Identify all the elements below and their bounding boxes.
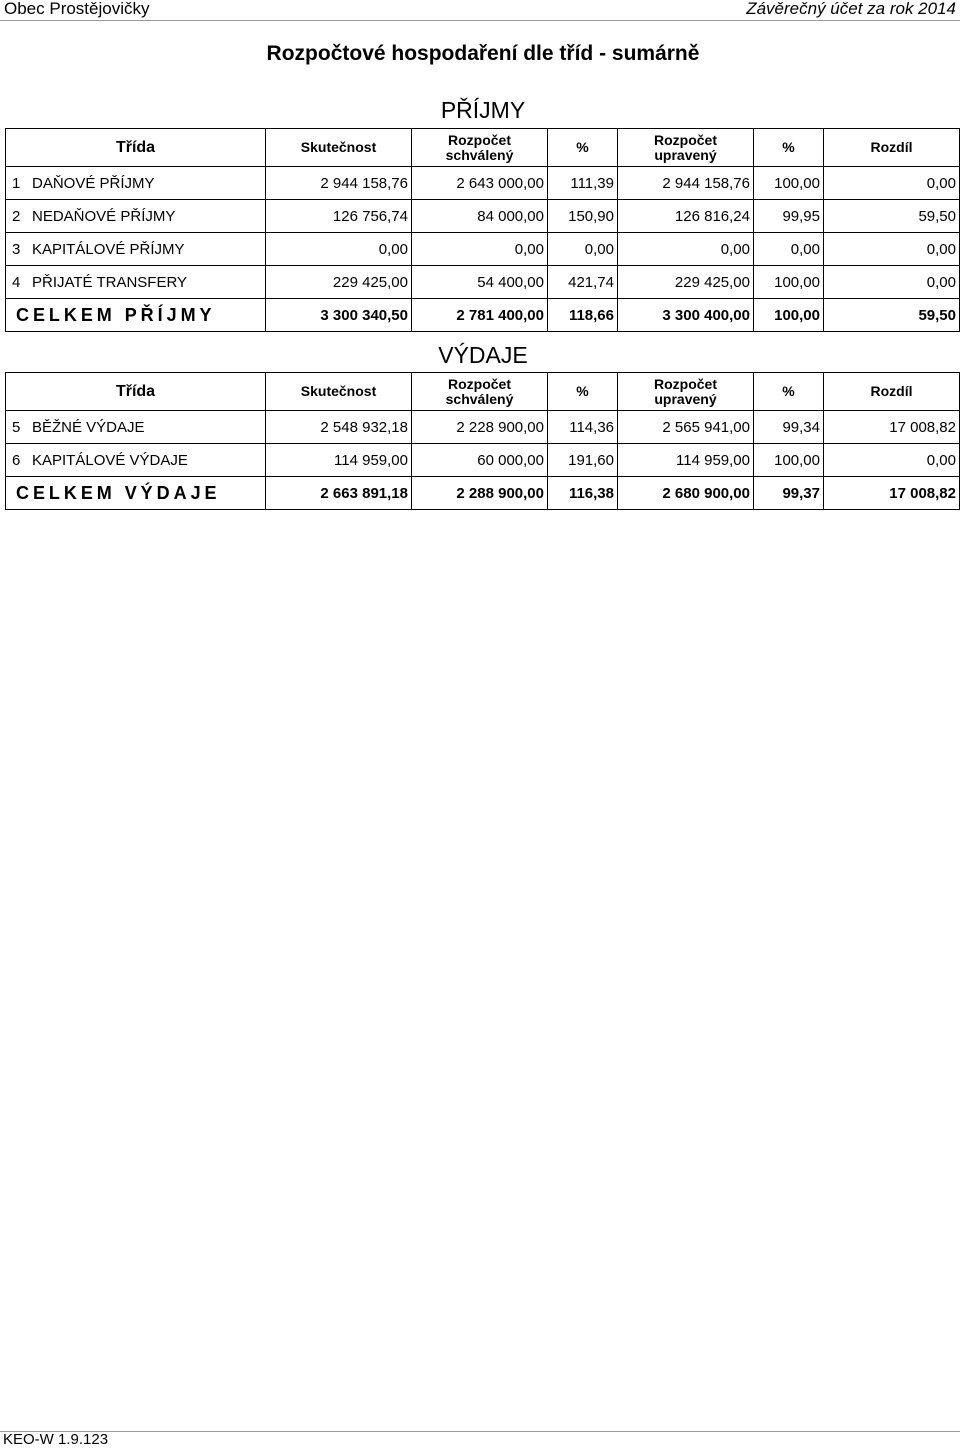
row-index: 6 (12, 451, 21, 469)
row-rozdil: 59,50 (824, 200, 960, 233)
prijmy-section-title: PŘÍJMY (440, 97, 526, 123)
column-header-upraveny-line2: upravený (654, 390, 717, 407)
total-pct1: 116,38 (548, 477, 618, 510)
row-schvaleny: 54 400,00 (412, 266, 548, 299)
column-header-skutecnost: Skutečnost (266, 129, 412, 167)
column-header-schvaleny (412, 373, 548, 411)
row-skutecnost: 2 548 932,18 (266, 411, 412, 444)
column-header-rozdil: Rozdíl (824, 373, 960, 411)
row-pct2: 100,00 (754, 167, 824, 200)
row-name: NEDAŇOVÉ PŘÍJMY (32, 207, 176, 225)
row-upraveny: 0,00 (618, 233, 754, 266)
row-schvaleny: 84 000,00 (412, 200, 548, 233)
row-pct1: 150,90 (548, 200, 618, 233)
row-pct2: 99,34 (754, 411, 824, 444)
row-upraveny: 126 816,24 (618, 200, 754, 233)
column-header-schvaleny-line2: schválený (445, 390, 514, 407)
vydaje-table (5, 372, 960, 510)
column-header-upraveny (618, 373, 754, 411)
total-rozdil: 59,50 (824, 299, 960, 332)
row-index: 1 (12, 174, 21, 192)
column-header-schvaleny-line1: Rozpočet (448, 131, 511, 148)
total-label: CELKEM VÝDAJE (6, 477, 266, 510)
column-header-trida: Třída (6, 129, 266, 167)
table-header-row (6, 129, 960, 167)
column-header-schvaleny-line1: Rozpočet (448, 375, 511, 392)
row-pct1: 114,36 (548, 411, 618, 444)
table-header-row (6, 373, 960, 411)
column-header-pct1: % (548, 129, 618, 167)
total-label: CELKEM PŘÍJMY (6, 299, 266, 332)
page-title: Rozpočtové hospodaření dle tříd - sumárně (266, 42, 700, 65)
header-divider (0, 20, 960, 21)
prijmy-table (5, 128, 960, 332)
row-name: KAPITÁLOVÉ VÝDAJE (32, 451, 188, 469)
column-header-upraveny-line1: Rozpočet (654, 131, 717, 148)
column-header-upraveny-line2: upravený (654, 146, 717, 163)
row-rozdil: 0,00 (824, 444, 960, 477)
row-name: DAŇOVÉ PŘÍJMY (32, 174, 155, 192)
footer-divider (0, 1431, 960, 1432)
column-header-skutecnost: Skutečnost (266, 373, 412, 411)
row-schvaleny: 60 000,00 (412, 444, 548, 477)
row-skutecnost: 114 959,00 (266, 444, 412, 477)
table-row (6, 200, 960, 233)
row-pct1: 0,00 (548, 233, 618, 266)
table-row (6, 167, 960, 200)
row-pct2: 99,95 (754, 200, 824, 233)
total-schvaleny: 2 781 400,00 (412, 299, 548, 332)
column-header-pct2: % (754, 373, 824, 411)
column-header-pct2: % (754, 129, 824, 167)
table-row (6, 266, 960, 299)
table-row (6, 411, 960, 444)
total-pct2: 100,00 (754, 299, 824, 332)
row-upraveny: 2 944 158,76 (618, 167, 754, 200)
row-pct2: 100,00 (754, 266, 824, 299)
row-rozdil: 17 008,82 (824, 411, 960, 444)
row-rozdil: 0,00 (824, 233, 960, 266)
column-header-upraveny-line1: Rozpočet (654, 375, 717, 392)
column-header-trida: Třída (6, 373, 266, 411)
row-pct2: 0,00 (754, 233, 824, 266)
row-name: PŘIJATÉ TRANSFERY (32, 273, 188, 291)
row-index: 3 (12, 240, 21, 258)
table-row (6, 233, 960, 266)
total-upraveny: 3 300 400,00 (618, 299, 754, 332)
row-pct1: 111,39 (548, 167, 618, 200)
total-pct2: 99,37 (754, 477, 824, 510)
row-index: 5 (12, 418, 21, 436)
row-trida (6, 444, 266, 477)
row-trida (6, 167, 266, 200)
row-skutecnost: 229 425,00 (266, 266, 412, 299)
row-skutecnost: 0,00 (266, 233, 412, 266)
row-schvaleny: 2 643 000,00 (412, 167, 548, 200)
table-row (6, 444, 960, 477)
column-header-rozdil: Rozdíl (824, 129, 960, 167)
column-header-schvaleny (412, 129, 548, 167)
software-version: KEO-W 1.9.123 (3, 1431, 109, 1448)
row-upraveny: 114 959,00 (618, 444, 754, 477)
vydaje-section-title: VÝDAJE (438, 342, 528, 368)
row-rozdil: 0,00 (824, 167, 960, 200)
row-upraveny: 2 565 941,00 (618, 411, 754, 444)
total-skutecnost: 3 300 340,50 (266, 299, 412, 332)
row-trida (6, 200, 266, 233)
municipality-name: Obec Prostějovičky (4, 0, 150, 18)
total-rozdil: 17 008,82 (824, 477, 960, 510)
row-schvaleny: 0,00 (412, 233, 548, 266)
row-skutecnost: 126 756,74 (266, 200, 412, 233)
row-trida (6, 233, 266, 266)
row-upraveny: 229 425,00 (618, 266, 754, 299)
row-index: 2 (12, 207, 21, 225)
report-name: Závěrečný účet za rok 2014 (746, 0, 956, 18)
total-row-vydaje (6, 477, 960, 510)
row-pct2: 100,00 (754, 444, 824, 477)
row-pct1: 421,74 (548, 266, 618, 299)
row-trida (6, 266, 266, 299)
row-name: BĚŽNÉ VÝDAJE (32, 418, 145, 436)
column-header-pct1: % (548, 373, 618, 411)
row-index: 4 (12, 273, 21, 291)
row-rozdil: 0,00 (824, 266, 960, 299)
total-row-prijmy (6, 299, 960, 332)
row-trida (6, 411, 266, 444)
row-schvaleny: 2 228 900,00 (412, 411, 548, 444)
column-header-upraveny (618, 129, 754, 167)
total-upraveny: 2 680 900,00 (618, 477, 754, 510)
column-header-schvaleny-line2: schválený (445, 146, 514, 163)
total-pct1: 118,66 (548, 299, 618, 332)
row-pct1: 191,60 (548, 444, 618, 477)
total-skutecnost: 2 663 891,18 (266, 477, 412, 510)
total-schvaleny: 2 288 900,00 (412, 477, 548, 510)
row-skutecnost: 2 944 158,76 (266, 167, 412, 200)
row-name: KAPITÁLOVÉ PŘÍJMY (32, 240, 185, 258)
